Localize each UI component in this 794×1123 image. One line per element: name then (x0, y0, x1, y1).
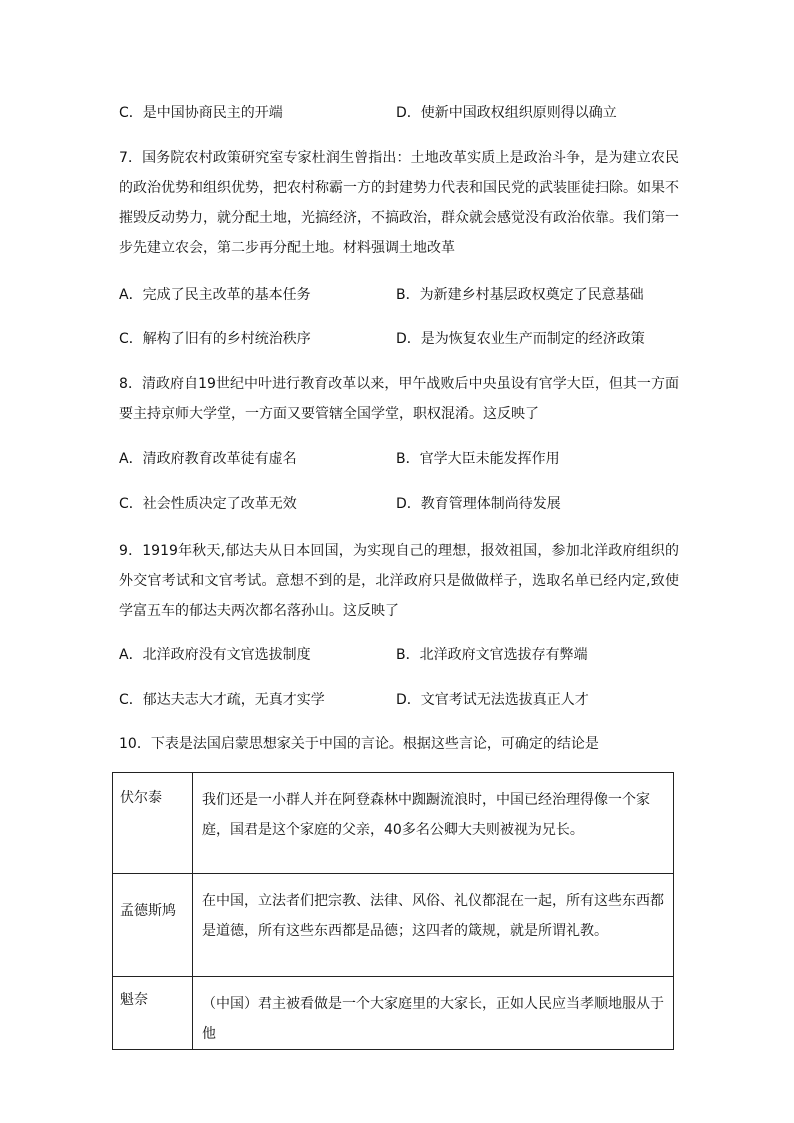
q8-option-a: A．清政府教育改革徒有虚名 (119, 451, 297, 467)
q8-option-b: B．官学大臣未能发挥作用 (396, 451, 560, 467)
q9-option-c: C．郁达夫志大才疏，无真才实学 (119, 692, 325, 708)
q8-stem: 8．清政府自19世纪中叶进行教育改革以来，甲午战败后中央虽设有官学大臣，但其一方面要主持京师大学堂，一方面又要管辖全国学堂，职权混淆。这反映了 (119, 376, 679, 422)
q7-stem: 7．国务院农村政策研究室专家杜润生曾指出：土地改革实质上是政治斗争，是为建立农民的政治优势和组织优势，把农村称霸一方的封建势力代表和国民党的武装匪徒扫除。如果不摧毁反动势力，就分配土地，光搞经济，不搞政治，群众就会感觉没有政治依靠。我们第一步先建立农会，第二步再分配土地。材料强调土地改革 (119, 150, 679, 256)
quote-text: 我们还是一小群人并在阿登森林中踟蹰流浪时，中国已经治理得像一个家庭，国君是这个家庭的父亲，40多名公卿大夫则被视为兄长。 (193, 773, 674, 874)
thinker-name-text: 魁奈 (120, 992, 148, 1008)
q6-option-d: D．使新中国政权组织原则得以确立 (396, 105, 617, 121)
table-row (113, 977, 674, 1050)
q9-stem: 9．1919年秋天,郁达夫从日本回国，为实现自己的理想，报效祖国，参加北洋政府组织的外交官考试和文官考试。意想不到的是，北洋政府只是做做样子，选取名单已经内定,致使学富五车的郁达夫两次都名落孙山。这反映了 (119, 543, 679, 619)
thinker-name (113, 874, 193, 977)
q10-stem: 10．下表是法国启蒙思想家关于中国的言论。根据这些言论，可确定的结论是 (119, 736, 599, 752)
q7-option-d: D．是为恢复农业生产而制定的经济政策 (396, 331, 645, 347)
table-row (113, 773, 674, 874)
q8-option-c: C．社会性质决定了改革无效 (119, 496, 297, 512)
q7-option-a: A．完成了民主改革的基本任务 (119, 287, 311, 303)
table-row (113, 874, 674, 977)
thinker-name (113, 977, 193, 1050)
q9-option-a: A．北洋政府没有文官选拔制度 (119, 647, 311, 663)
q7-option-b: B．为新建乡村基层政权奠定了民意基础 (396, 287, 644, 303)
q8-option-d: D．教育管理体制尚待发展 (396, 496, 561, 512)
q9-option-b: B．北洋政府文官选拔存有弊端 (396, 647, 588, 663)
q6-option-c: C．是中国协商民主的开端 (119, 105, 283, 121)
quote-text: 在中国，立法者们把宗教、法律、风俗、礼仪都混在一起，所有这些东西都是道德，所有这些东西都是品德；这四者的箴规，就是所谓礼教。 (193, 874, 674, 977)
quotes-table (112, 772, 674, 1050)
thinker-name (113, 773, 193, 874)
q7-option-c: C．解构了旧有的乡村统治秩序 (119, 331, 311, 347)
thinker-name-text: 孟德斯鸠 (120, 903, 176, 919)
q9-option-d: D．文官考试无法选拔真正人才 (396, 692, 589, 708)
thinker-name-text: 伏尔泰 (120, 790, 162, 806)
quote-text: （中国）君主被看做是一个大家庭里的大家长，正如人民应当孝顺地服从于他 (193, 977, 674, 1050)
